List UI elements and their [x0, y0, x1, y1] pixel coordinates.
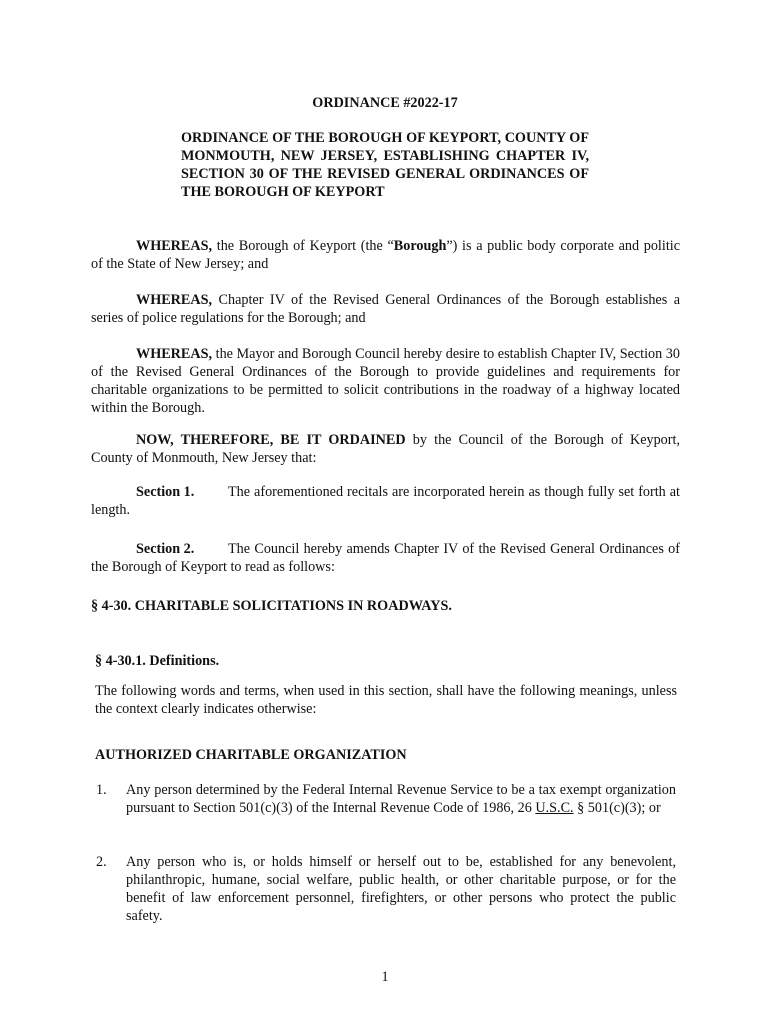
section-heading-4-30-1: § 4-30.1. Definitions.	[95, 653, 220, 669]
whereas-text-b: ”) is a public body corporate and politic of the State of New Jersey; and	[91, 238, 680, 272]
ordained-paragraph	[91, 431, 680, 467]
ordinance-number-title: ORDINANCE #2022-17	[312, 95, 458, 111]
ordained-lead: NOW, THEREFORE, BE IT ORDAINED	[136, 432, 406, 448]
section-2-paragraph	[91, 540, 680, 576]
section-1-paragraph	[91, 483, 680, 519]
borough-term: Borough	[393, 238, 447, 254]
item-text-a: Any person determined by the Federal Internal Revenue Service to be a tax exempt organization pursuant to Section 501(c)(3) of the Internal Revenue Code of 1986, 26	[126, 782, 676, 816]
whereas-lead: WHEREAS,	[136, 238, 213, 254]
section-2-text: The Council hereby amends Chapter IV of the Revised General Ordinances of the Borough of Keyport to read as follows:	[91, 541, 680, 575]
whereas-lead: WHEREAS,	[136, 346, 213, 362]
ordained-text: by the Council of the Borough of Keyport, County of Monmouth, New Jersey that:	[91, 432, 680, 466]
whereas-paragraph-1	[91, 237, 680, 273]
usc-citation: U.S.C.	[535, 800, 574, 816]
ordinance-subtitle: ORDINANCE OF THE BOROUGH OF KEYPORT, COUNTY OF MONMOUTH, NEW JERSEY, ESTABLISHING CHAPTER IV, SECTION 30 OF THE REVISED GENERAL ORDINANCES OF THE BOROUGH OF KEYPORT	[181, 130, 589, 200]
whereas-paragraph-2	[91, 291, 680, 327]
whereas-text-a: the Borough of Keyport (the “	[212, 238, 394, 254]
section-1-text: The aforementioned recitals are incorporated herein as though fully set forth at length.	[91, 484, 680, 518]
list-item-text: Any person who is, or holds himself or herself out to be, established for any benevolent, philanthropic, humane, social welfare, public health, or other charitable purpose, or for the benefit of law enforcement personnel, firefighters, or other persons who protect the public safety.	[126, 854, 676, 924]
definition-term-heading: AUTHORIZED CHARITABLE ORGANIZATION	[95, 747, 407, 763]
whereas-paragraph-3	[91, 345, 680, 417]
section-1-label: Section 1.	[136, 484, 195, 500]
list-number: 1.	[96, 782, 107, 798]
page-number: 1	[381, 969, 389, 985]
whereas-text: the Mayor and Borough Council hereby desire to establish Chapter IV, Section 30 of the Revised General Ordinances of the Borough to provide guidelines and requirements for charitable organizations to be permitted to solicit contributions in the roadway of a highway located within the Borough.	[91, 346, 680, 416]
section-2-label: Section 2.	[136, 541, 195, 557]
definitions-intro: The following words and terms, when used in this section, shall have the following meanings, unless the context clearly indicates otherwise:	[95, 683, 677, 717]
section-heading-4-30: § 4-30. CHARITABLE SOLICITATIONS IN ROADWAYS.	[91, 598, 452, 614]
item-text-b: § 501(c)(3); or	[573, 800, 661, 816]
whereas-text: Chapter IV of the Revised General Ordinances of the Borough establishes a series of police regulations for the Borough; and	[91, 292, 680, 326]
list-item-text	[126, 781, 676, 817]
list-number: 2.	[96, 854, 107, 870]
whereas-lead: WHEREAS,	[136, 292, 213, 308]
